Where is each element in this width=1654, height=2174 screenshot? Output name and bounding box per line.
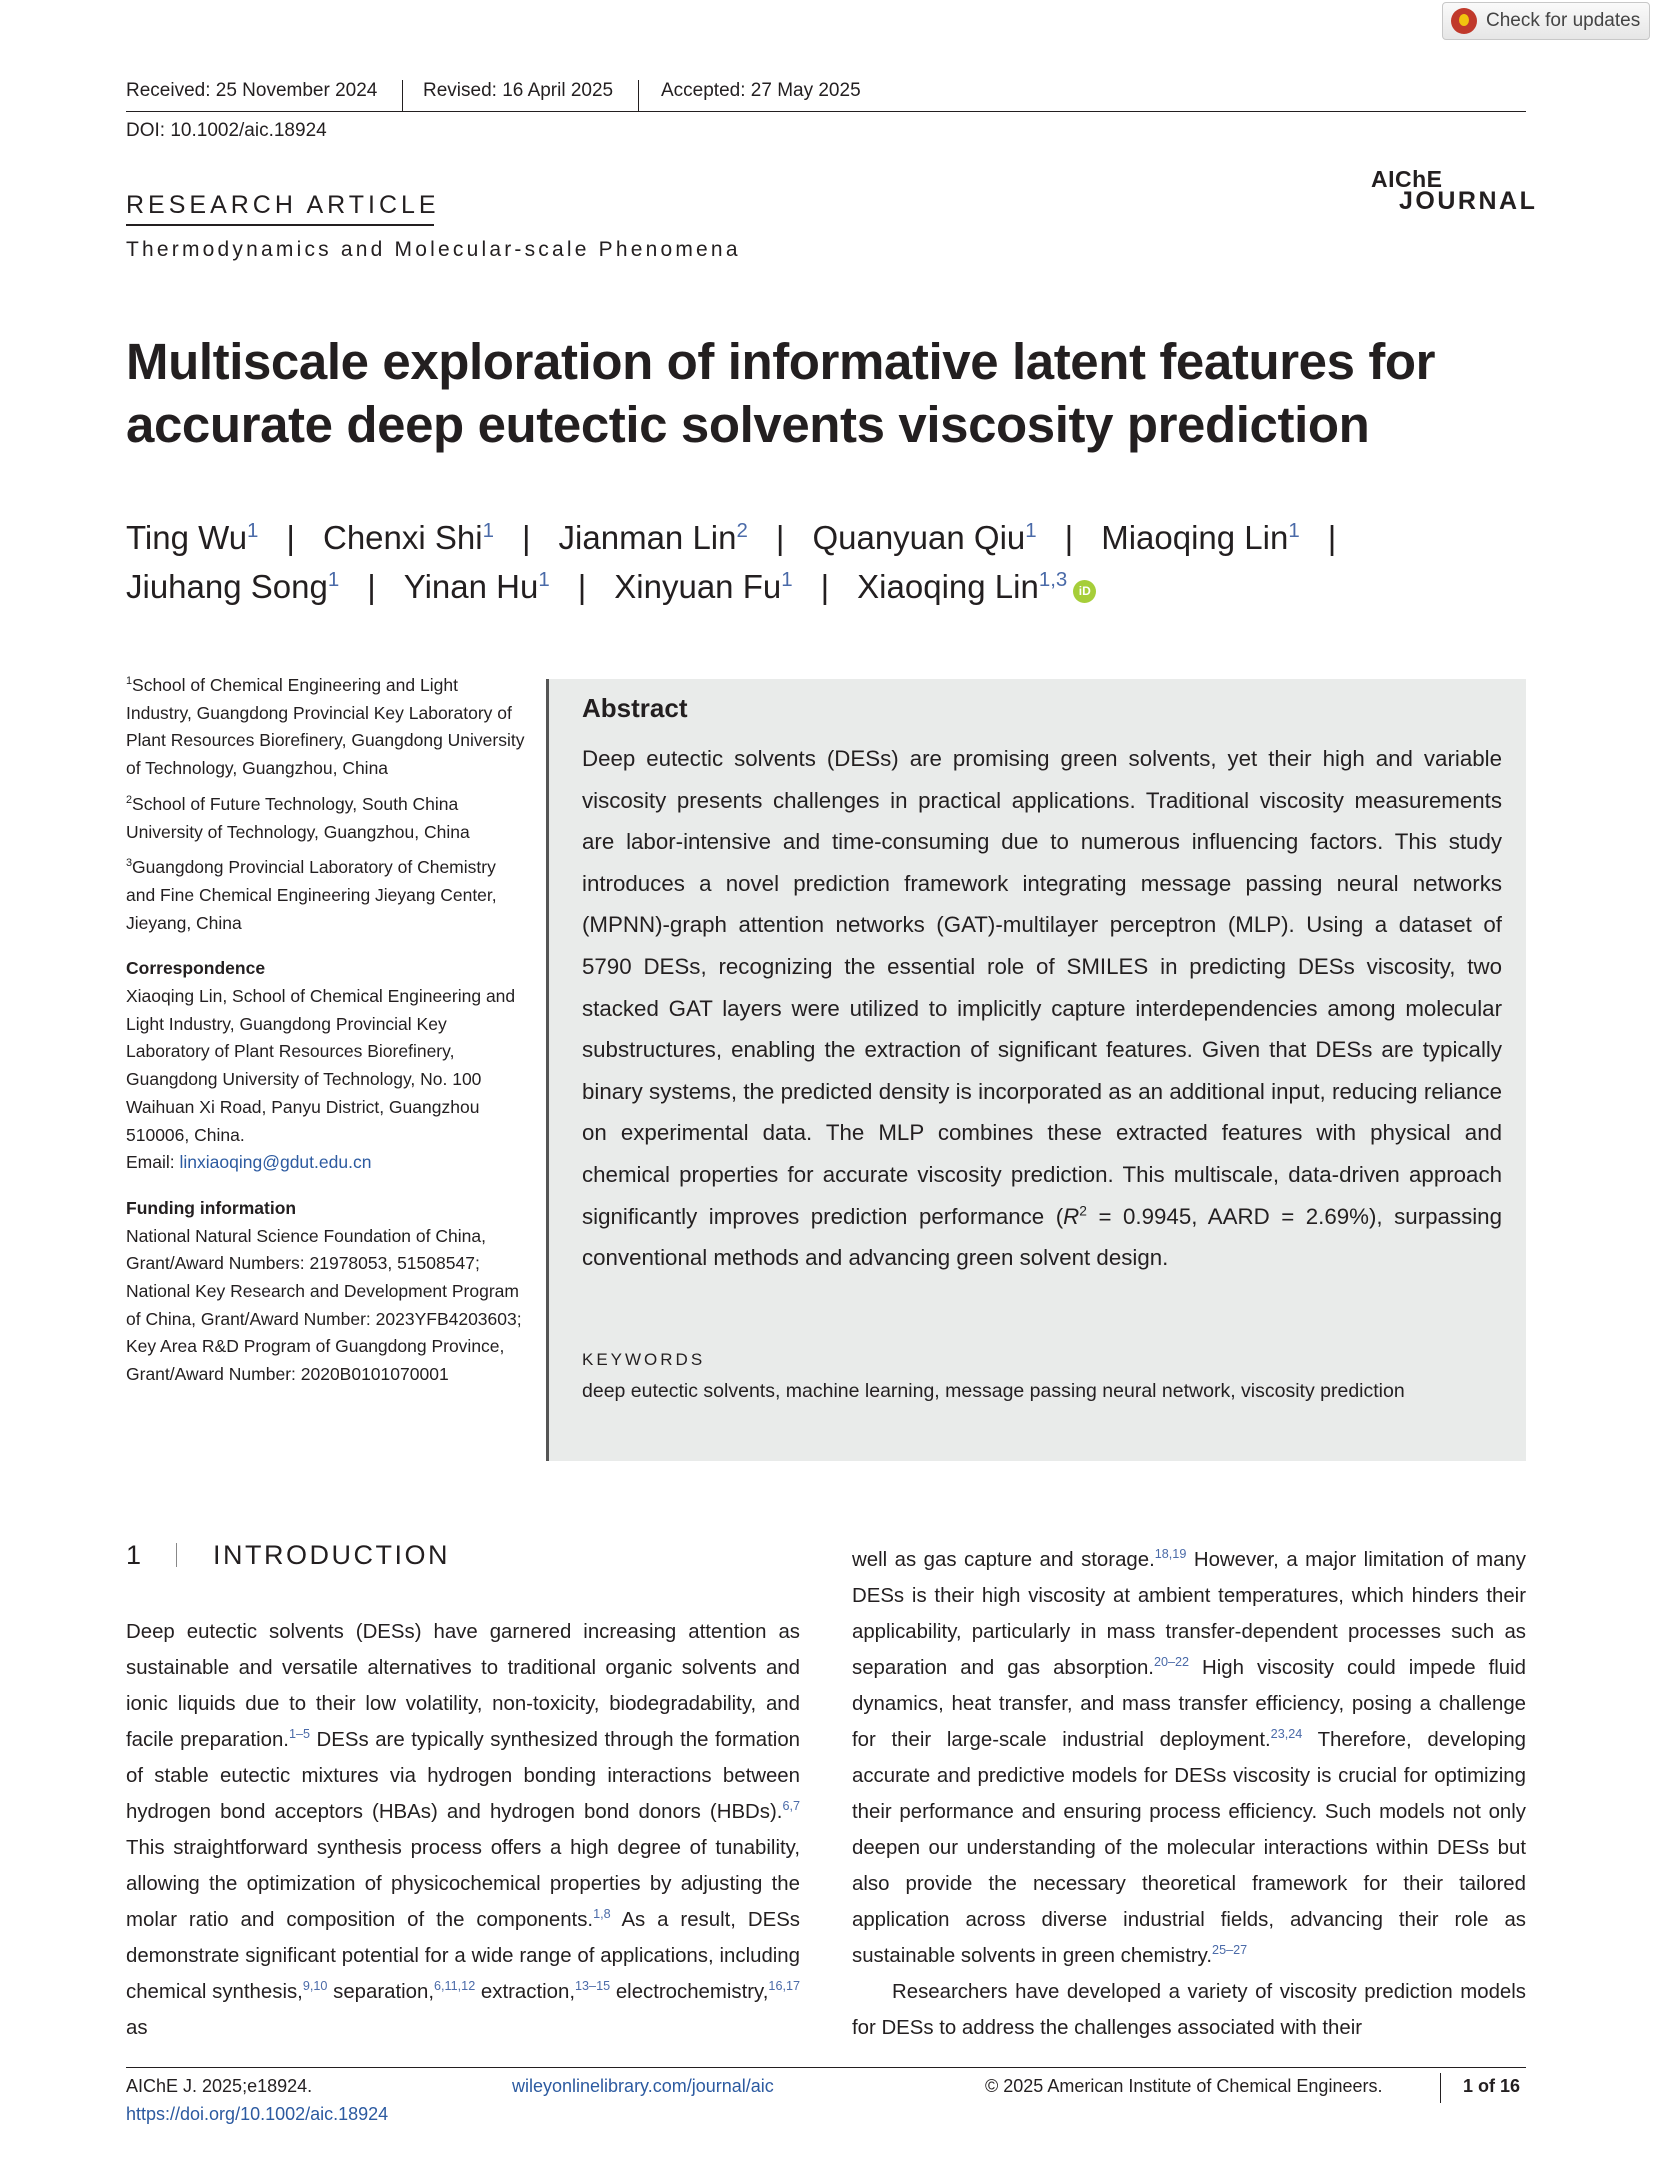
body-text: extraction, bbox=[475, 1981, 575, 2003]
correspondence-text: Xiaoqing Lin, School of Chemical Engineering and Light Industry, Guangdong Provincial Key Laboratory of Plant Resources Biorefinery, Guangdong University of Technology, No. 100 Waihuan Xi Road, Panyu District, Guangzhou 510006, China. Email: linxiaoqing@gdut.edu.cn bbox=[126, 986, 516, 1173]
abstract-accent-bar bbox=[546, 679, 549, 1461]
header-divider bbox=[402, 80, 403, 112]
body-paragraph bbox=[852, 1542, 1526, 1974]
affiliation: $^2$School of Future Technology, South China University of Technology, Guangzhou, China bbox=[126, 793, 470, 842]
affiliation-column bbox=[126, 672, 526, 1397]
affiliation: $^3$Guangdong Provincial Laboratory of Chemistry and Fine Chemical Engineering Jieyang Center, Jieyang, China bbox=[126, 857, 497, 933]
article-title: Multiscale exploration of informative latent features for accurate deep eutectic solvents viscosity prediction bbox=[126, 333, 1436, 453]
keywords-text: deep eutectic solvents, machine learning, message passing neural network, viscosity prediction bbox=[582, 1380, 1405, 1402]
funding-text: National Natural Science Foundation of China, Grant/Award Numbers: 21978053, 51508547; National Key Research and Development Program of China, Grant/Award Number: 2023YFB4203603; Key Area R&D Program of Guangdong Province, Grant/Award Number: 2020B0101070001 bbox=[126, 1225, 522, 1385]
body-text: well as gas capture and storage. bbox=[852, 1549, 1155, 1571]
accepted-date: Accepted: 27 May 2025 bbox=[661, 80, 861, 101]
citation-ref[interactable]: 1–5 bbox=[288, 1727, 311, 1742]
received-date: Received: 25 November 2024 bbox=[126, 80, 378, 101]
journal-logo-line1: AIChE bbox=[1371, 166, 1443, 192]
footer-rule bbox=[126, 2067, 1526, 2068]
author[interactable]: Jianman Lin$^2$ bbox=[558, 519, 748, 556]
article-section: Thermodynamics and Molecular-scale Phenomena bbox=[126, 238, 741, 261]
journal-logo bbox=[1371, 166, 1538, 215]
funding-heading: Funding information bbox=[126, 1197, 297, 1218]
footer-copyright: © 2025 American Institute of Chemical Engineers. bbox=[985, 2076, 1383, 2096]
footer-doi-link[interactable]: https://doi.org/10.1002/aic.18924 bbox=[126, 2104, 389, 2124]
author-line-2: Jiuhang Song$^1$ | Yinan Hu$^1$ | Xinyuan Fu$^1$ | Xiaoqing Lin$^{1,3}$ iD bbox=[126, 567, 1096, 607]
update-icon bbox=[1451, 8, 1477, 34]
author[interactable]: Jiuhang Song$^1$ bbox=[126, 568, 340, 605]
header-rule bbox=[126, 111, 1526, 112]
page-number: 1 of 16 bbox=[1463, 2076, 1521, 2096]
body-text: However, a major limitation of many DESs is their high viscosity at ambient temperatures, which hinders their applicability, particularly in mass transfer-dependent processes such as separation and gas absorption. bbox=[852, 1549, 1526, 1679]
body-text: DESs are typically synthesized through the formation of stable eutectic mixtures via hydrogen bonding interactions between hydrogen bond acceptors (HBAs) and hydrogen bond donors (HBDs). bbox=[126, 1729, 800, 1823]
author[interactable]: Chenxi Shi$^1$ bbox=[323, 519, 494, 556]
citation-ref[interactable]: 9,10 bbox=[302, 1979, 328, 1994]
body-text: High viscosity could impede fluid dynamics, heat transfer, and mass transfer efficiency, posing a challenge for their large-scale industrial deployment. bbox=[852, 1657, 1526, 1751]
article-type-underline bbox=[126, 224, 434, 226]
footer-citation: AIChE J. 2025;e18924. bbox=[126, 2076, 313, 2096]
revised-date: Revised: 16 April 2025 bbox=[423, 80, 614, 101]
citation-ref[interactable]: 20–22 bbox=[1153, 1655, 1190, 1670]
citation-ref[interactable]: 1,8 bbox=[593, 1907, 611, 1922]
article-type: RESEARCH ARTICLE bbox=[126, 191, 440, 219]
author[interactable]: Xinyuan Fu$^1$ bbox=[614, 568, 793, 605]
body-paragraph bbox=[852, 1974, 1526, 2046]
author[interactable]: Miaoqing Lin$^1$ bbox=[1101, 519, 1300, 556]
author[interactable]: Quanyuan Qiu$^1$ bbox=[812, 519, 1037, 556]
check-for-updates-label: Check for updates bbox=[1486, 10, 1641, 31]
body-text: separation, bbox=[327, 1981, 435, 2003]
body-text: Therefore, developing accurate and predictive models for DESs viscosity is crucial for optimizing their performance and ensuring process efficiency. Such models not only deepen our understanding of the molecular interactions within DESs but also provide the necessary theoretical framework for their tailored application across diverse industrial fields, advancing their role as sustainable solvents in green chemistry. bbox=[852, 1729, 1526, 1967]
abstract-heading: Abstract bbox=[582, 693, 688, 723]
footer-divider bbox=[1440, 2073, 1441, 2103]
journal-logo-line2: JOURNAL bbox=[1399, 187, 1538, 215]
check-for-updates-button[interactable] bbox=[1442, 2, 1650, 40]
author-line-1: Ting Wu$^1$ | Chenxi Shi$^1$ | Jianman Lin$^2$ | Quanyuan Qiu$^1$ | Miaoqing Lin$^1$ | bbox=[126, 519, 1337, 556]
body-text: This straightforward synthesis process offers a high degree of tunability, allowing the optimization of physicochemical properties by adjusting the molar ratio and composition of the components. bbox=[126, 1837, 800, 1931]
body-text: as bbox=[126, 2017, 148, 2039]
footer-journal-link[interactable]: wileyonlinelibrary.com/journal/aic bbox=[512, 2076, 774, 2096]
section-title: INTRODUCTION bbox=[213, 1540, 450, 1570]
citation-ref[interactable]: 6,11,12 bbox=[434, 1979, 476, 1994]
citation-ref[interactable]: 6,7 bbox=[782, 1799, 800, 1814]
citation-ref[interactable]: 25–27 bbox=[1212, 1943, 1248, 1958]
author[interactable]: Ting Wu$^1$ bbox=[126, 519, 259, 556]
body-text: Deep eutectic solvents (DESs) have garnered increasing attention as sustainable and versatile alternatives to traditional organic solvents and ionic liquids due to their low volatility, non-toxicity, biodegradability, and facile preparation. bbox=[126, 1621, 800, 1751]
body-column-right bbox=[852, 1542, 1526, 2046]
abstract-text: Deep eutectic solvents (DESs) are promising green solvents, yet their high and variable viscosity presents challenges in practical applications. Traditional viscosity measurements are labor-intensive and time-consuming due to numerous influencing factors. This study introduces a novel prediction framework integrating message passing neural networks (MPNN)-graph attention networks (GAT)-multilayer perceptron (MLP). Using a dataset of 5790 DESs, recognizing the essential role of SMILES in predicting DESs viscosity, two stacked GAT layers were utilized to implicitly capture interdependencies among molecular substructures, enabling the extraction of significant features. Given that DESs are typically binary systems, the predicted density is incorporated as an additional input, reducing reliance on experimental data. The MLP combines these extracted features with physical and chemical properties for accurate viscosity prediction. This multiscale, data-driven approach significantly improves prediction performance ($R^2 = 0.9945$, AARD = 2.69%), surpassing conventional methods and advancing green solvent design. bbox=[582, 746, 1502, 1271]
correspondence-heading: Correspondence bbox=[126, 958, 266, 979]
affiliation: $^1$School of Chemical Engineering and Light Industry, Guangdong Provincial Key Laboratory of Plant Resources Biorefinery, Guangdong University of Technology, Guangzhou, China bbox=[126, 675, 525, 779]
citation-ref[interactable]: 18,19 bbox=[1154, 1547, 1187, 1562]
citation-ref[interactable]: 16,17 bbox=[768, 1979, 801, 1994]
email-link[interactable]: linxiaoqing@gdut.edu.cn bbox=[179, 1152, 372, 1173]
doi: DOI: 10.1002/aic.18924 bbox=[126, 120, 327, 141]
author[interactable]: Xiaoqing Lin$^{1,3}$ bbox=[857, 568, 1068, 605]
body-column-left bbox=[126, 1614, 800, 2046]
header-divider bbox=[638, 80, 639, 112]
body-text: electrochemistry, bbox=[610, 1981, 769, 2003]
orcid-icon[interactable]: iD bbox=[1073, 580, 1096, 603]
keywords-heading: KEYWORDS bbox=[582, 1350, 706, 1369]
body-text: As a result, DESs demonstrate significant potential for a wide range of applications, including chemical synthesis, bbox=[126, 1909, 800, 2003]
citation-ref[interactable]: 13–15 bbox=[575, 1979, 611, 1994]
section-heading bbox=[126, 1540, 450, 1571]
citation-ref[interactable]: 23,24 bbox=[1270, 1727, 1303, 1742]
section-number: 1 bbox=[126, 1540, 144, 1570]
author[interactable]: Yinan Hu$^1$ bbox=[403, 568, 550, 605]
body-text: Researchers have developed a variety of viscosity prediction models for DESs to address the challenges associated with their bbox=[852, 1981, 1526, 2039]
